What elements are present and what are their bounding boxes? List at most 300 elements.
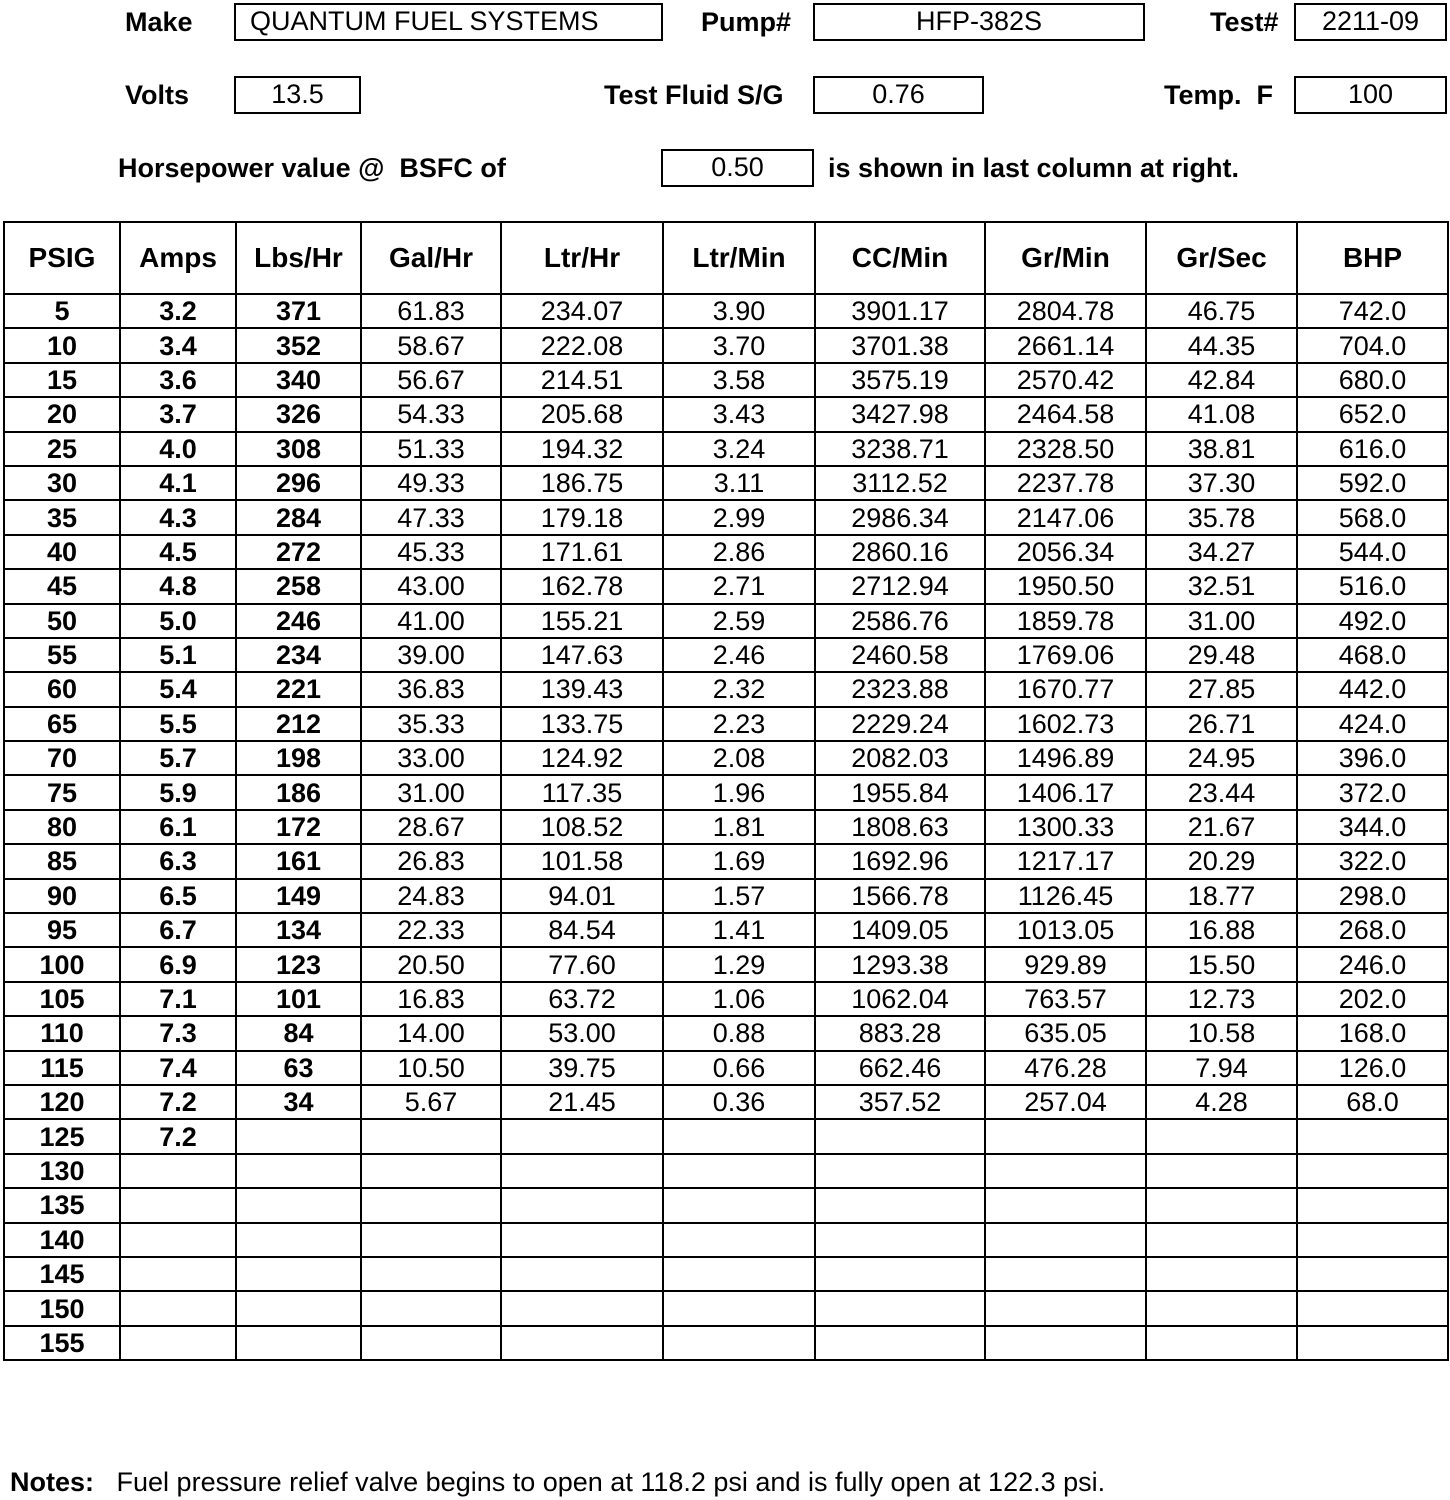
- cell-lbs-hr: 234: [236, 638, 361, 672]
- cell-gr-sec: 41.08: [1146, 397, 1297, 431]
- cell-cc-min: 1566.78: [815, 879, 985, 913]
- make-field[interactable]: QUANTUM FUEL SYSTEMS: [234, 3, 663, 41]
- cell-gr-sec: 29.48: [1146, 638, 1297, 672]
- table-row: [4, 397, 1448, 431]
- cell-ltr-min: 2.23: [663, 707, 815, 741]
- cell-ltr-min: 3.11: [663, 466, 815, 500]
- cell-psig: 115: [4, 1051, 120, 1085]
- cell-gr-sec: 24.95: [1146, 741, 1297, 775]
- cell-bhp: 492.0: [1297, 604, 1448, 638]
- cell-bhp: 268.0: [1297, 913, 1448, 947]
- cell-ltr-hr: 39.75: [501, 1051, 663, 1085]
- cell-ltr-min: [663, 1326, 815, 1360]
- cell-psig: 140: [4, 1223, 120, 1257]
- cell-cc-min: 1955.84: [815, 775, 985, 809]
- cell-ltr-hr: 117.35: [501, 775, 663, 809]
- cell-bhp: 298.0: [1297, 879, 1448, 913]
- cell-cc-min: 1692.96: [815, 844, 985, 878]
- cell-cc-min: 3112.52: [815, 466, 985, 500]
- cell-ltr-min: 1.96: [663, 775, 815, 809]
- notes: [10, 1464, 1105, 1500]
- cell-amps: [120, 1154, 236, 1188]
- cell-cc-min: 2323.88: [815, 672, 985, 706]
- cell-amps: 3.2: [120, 294, 236, 328]
- cell-amps: 7.1: [120, 982, 236, 1016]
- cell-ltr-min: 2.86: [663, 535, 815, 569]
- cell-bhp: 396.0: [1297, 741, 1448, 775]
- cell-bhp: 468.0: [1297, 638, 1448, 672]
- cell-gr-sec: 12.73: [1146, 982, 1297, 1016]
- cell-cc-min: 3701.38: [815, 328, 985, 362]
- cell-lbs-hr: 371: [236, 294, 361, 328]
- cell-lbs-hr: [236, 1154, 361, 1188]
- cell-psig: 15: [4, 363, 120, 397]
- cell-cc-min: 1293.38: [815, 947, 985, 981]
- cell-cc-min: 2229.24: [815, 707, 985, 741]
- cell-cc-min: [815, 1188, 985, 1222]
- cell-gr-min: 2147.06: [985, 500, 1146, 534]
- cell-gal-hr: 36.83: [361, 672, 501, 706]
- volts-field[interactable]: 13.5: [234, 76, 361, 114]
- column-header-amps: Amps: [120, 222, 236, 294]
- cell-amps: 5.0: [120, 604, 236, 638]
- cell-ltr-min: 2.08: [663, 741, 815, 775]
- cell-lbs-hr: 149: [236, 879, 361, 913]
- cell-bhp: 344.0: [1297, 810, 1448, 844]
- cell-gr-min: [985, 1257, 1146, 1291]
- cell-gal-hr: 26.83: [361, 844, 501, 878]
- cell-lbs-hr: [236, 1291, 361, 1325]
- cell-ltr-min: 1.69: [663, 844, 815, 878]
- column-header-psig: PSIG: [4, 222, 120, 294]
- cell-gal-hr: 28.67: [361, 810, 501, 844]
- cell-ltr-min: 0.36: [663, 1085, 815, 1119]
- table-row: [4, 1085, 1448, 1119]
- cell-gr-min: 476.28: [985, 1051, 1146, 1085]
- cell-lbs-hr: 172: [236, 810, 361, 844]
- cell-gr-min: 1602.73: [985, 707, 1146, 741]
- cell-amps: 4.1: [120, 466, 236, 500]
- table-row: [4, 466, 1448, 500]
- cell-amps: 5.9: [120, 775, 236, 809]
- table-row: [4, 810, 1448, 844]
- bsfc-label: Horsepower value @ BSFC of: [118, 153, 506, 183]
- cell-gr-min: [985, 1154, 1146, 1188]
- volts-label: Volts: [125, 80, 190, 110]
- cell-ltr-hr: 162.78: [501, 569, 663, 603]
- cell-bhp: 742.0: [1297, 294, 1448, 328]
- cell-amps: 6.1: [120, 810, 236, 844]
- cell-cc-min: [815, 1119, 985, 1153]
- cell-amps: [120, 1291, 236, 1325]
- cell-bhp: 372.0: [1297, 775, 1448, 809]
- column-header-lbs-hr: Lbs/Hr: [236, 222, 361, 294]
- cell-gr-min: [985, 1119, 1146, 1153]
- cell-bhp: 322.0: [1297, 844, 1448, 878]
- cell-ltr-hr: [501, 1291, 663, 1325]
- cell-ltr-min: [663, 1223, 815, 1257]
- cell-lbs-hr: [236, 1188, 361, 1222]
- cell-gr-min: [985, 1188, 1146, 1222]
- cell-psig: 155: [4, 1326, 120, 1360]
- cell-gal-hr: 56.67: [361, 363, 501, 397]
- table-row: [4, 294, 1448, 328]
- cell-gr-min: 257.04: [985, 1085, 1146, 1119]
- cell-ltr-hr: 186.75: [501, 466, 663, 500]
- cell-cc-min: 662.46: [815, 1051, 985, 1085]
- cell-gr-sec: 27.85: [1146, 672, 1297, 706]
- cell-gr-min: 1859.78: [985, 604, 1146, 638]
- cell-bhp: 704.0: [1297, 328, 1448, 362]
- cell-gr-sec: [1146, 1257, 1297, 1291]
- cell-gr-sec: [1146, 1291, 1297, 1325]
- cell-amps: 4.5: [120, 535, 236, 569]
- cell-ltr-min: 1.29: [663, 947, 815, 981]
- cell-gr-min: 929.89: [985, 947, 1146, 981]
- cell-psig: 75: [4, 775, 120, 809]
- table-row: [4, 1257, 1448, 1291]
- cell-gal-hr: [361, 1291, 501, 1325]
- cell-cc-min: 2712.94: [815, 569, 985, 603]
- cell-gal-hr: 51.33: [361, 432, 501, 466]
- cell-lbs-hr: 212: [236, 707, 361, 741]
- cell-gr-sec: 10.58: [1146, 1016, 1297, 1050]
- table-row: [4, 535, 1448, 569]
- cell-bhp: 126.0: [1297, 1051, 1448, 1085]
- cell-bhp: 168.0: [1297, 1016, 1448, 1050]
- cell-psig: 100: [4, 947, 120, 981]
- cell-ltr-min: [663, 1291, 815, 1325]
- cell-ltr-min: 1.57: [663, 879, 815, 913]
- cell-gr-sec: [1146, 1223, 1297, 1257]
- cell-gr-min: 635.05: [985, 1016, 1146, 1050]
- cell-gr-sec: 34.27: [1146, 535, 1297, 569]
- cell-ltr-min: 1.06: [663, 982, 815, 1016]
- cell-lbs-hr: 326: [236, 397, 361, 431]
- cell-gal-hr: 39.00: [361, 638, 501, 672]
- table-row: [4, 707, 1448, 741]
- cell-cc-min: 1409.05: [815, 913, 985, 947]
- table-row: [4, 741, 1448, 775]
- cell-psig: 105: [4, 982, 120, 1016]
- cell-psig: 145: [4, 1257, 120, 1291]
- cell-gr-sec: 23.44: [1146, 775, 1297, 809]
- cell-gr-sec: [1146, 1119, 1297, 1153]
- cell-ltr-min: 0.88: [663, 1016, 815, 1050]
- cell-gal-hr: 22.33: [361, 913, 501, 947]
- cell-cc-min: 883.28: [815, 1016, 985, 1050]
- cell-psig: 45: [4, 569, 120, 603]
- cell-gal-hr: [361, 1154, 501, 1188]
- cell-cc-min: 2986.34: [815, 500, 985, 534]
- cell-gr-min: 1406.17: [985, 775, 1146, 809]
- cell-bhp: [1297, 1291, 1448, 1325]
- cell-amps: 7.2: [120, 1119, 236, 1153]
- cell-ltr-min: 3.24: [663, 432, 815, 466]
- cell-gr-sec: 46.75: [1146, 294, 1297, 328]
- cell-gal-hr: [361, 1188, 501, 1222]
- cell-amps: [120, 1188, 236, 1222]
- cell-psig: 125: [4, 1119, 120, 1153]
- header-row: [4, 222, 1448, 294]
- cell-gr-min: 763.57: [985, 982, 1146, 1016]
- cell-amps: 5.4: [120, 672, 236, 706]
- cell-psig: 65: [4, 707, 120, 741]
- cell-bhp: 652.0: [1297, 397, 1448, 431]
- cell-gal-hr: 16.83: [361, 982, 501, 1016]
- cell-amps: 3.7: [120, 397, 236, 431]
- column-header-gr-min: Gr/Min: [985, 222, 1146, 294]
- cell-cc-min: 2586.76: [815, 604, 985, 638]
- cell-gal-hr: 58.67: [361, 328, 501, 362]
- make-label: Make: [125, 7, 193, 37]
- cell-gr-sec: 35.78: [1146, 500, 1297, 534]
- table-row: [4, 363, 1448, 397]
- cell-bhp: [1297, 1154, 1448, 1188]
- cell-gal-hr: 61.83: [361, 294, 501, 328]
- cell-lbs-hr: 258: [236, 569, 361, 603]
- table-row: [4, 1119, 1448, 1153]
- cell-bhp: 616.0: [1297, 432, 1448, 466]
- cell-bhp: [1297, 1257, 1448, 1291]
- cell-ltr-min: [663, 1188, 815, 1222]
- cell-bhp: [1297, 1188, 1448, 1222]
- cell-lbs-hr: 198: [236, 741, 361, 775]
- cell-bhp: 442.0: [1297, 672, 1448, 706]
- cell-cc-min: [815, 1291, 985, 1325]
- table-row: [4, 672, 1448, 706]
- cell-ltr-min: 1.81: [663, 810, 815, 844]
- cell-psig: 20: [4, 397, 120, 431]
- cell-bhp: 592.0: [1297, 466, 1448, 500]
- cell-ltr-hr: 124.92: [501, 741, 663, 775]
- cell-ltr-min: [663, 1119, 815, 1153]
- column-header-ltr-hr: Ltr/Hr: [501, 222, 663, 294]
- cell-ltr-hr: 84.54: [501, 913, 663, 947]
- cell-psig: 120: [4, 1085, 120, 1119]
- cell-amps: 3.6: [120, 363, 236, 397]
- cell-psig: 40: [4, 535, 120, 569]
- cell-amps: 5.5: [120, 707, 236, 741]
- cell-ltr-hr: 194.32: [501, 432, 663, 466]
- cell-psig: 150: [4, 1291, 120, 1325]
- cell-ltr-hr: [501, 1119, 663, 1153]
- cell-lbs-hr: 284: [236, 500, 361, 534]
- cell-ltr-min: 0.66: [663, 1051, 815, 1085]
- cell-psig: 35: [4, 500, 120, 534]
- cell-gr-sec: 37.30: [1146, 466, 1297, 500]
- cell-gr-min: 1217.17: [985, 844, 1146, 878]
- cell-gr-min: [985, 1223, 1146, 1257]
- cell-lbs-hr: 340: [236, 363, 361, 397]
- cell-ltr-min: 2.71: [663, 569, 815, 603]
- test-label: Test#: [1210, 7, 1279, 37]
- table-row: [4, 1154, 1448, 1188]
- cell-gal-hr: 47.33: [361, 500, 501, 534]
- cell-gal-hr: 41.00: [361, 604, 501, 638]
- cell-gr-sec: 21.67: [1146, 810, 1297, 844]
- cell-amps: 4.3: [120, 500, 236, 534]
- cell-amps: [120, 1257, 236, 1291]
- cell-gal-hr: [361, 1257, 501, 1291]
- cell-gal-hr: 43.00: [361, 569, 501, 603]
- cell-bhp: 202.0: [1297, 982, 1448, 1016]
- cell-ltr-hr: [501, 1188, 663, 1222]
- cell-ltr-min: 1.41: [663, 913, 815, 947]
- cell-psig: 60: [4, 672, 120, 706]
- cell-amps: 3.4: [120, 328, 236, 362]
- cell-psig: 135: [4, 1188, 120, 1222]
- cell-lbs-hr: 308: [236, 432, 361, 466]
- cell-ltr-hr: 108.52: [501, 810, 663, 844]
- cell-lbs-hr: 161: [236, 844, 361, 878]
- cell-lbs-hr: 101: [236, 982, 361, 1016]
- table-body: [4, 294, 1448, 1360]
- cell-amps: 5.1: [120, 638, 236, 672]
- cell-gr-sec: 15.50: [1146, 947, 1297, 981]
- cell-amps: 6.9: [120, 947, 236, 981]
- cell-ltr-hr: 222.08: [501, 328, 663, 362]
- column-header-gr-sec: Gr/Sec: [1146, 222, 1297, 294]
- cell-ltr-hr: 205.68: [501, 397, 663, 431]
- cell-lbs-hr: 221: [236, 672, 361, 706]
- cell-cc-min: 2860.16: [815, 535, 985, 569]
- cell-amps: 6.7: [120, 913, 236, 947]
- cell-lbs-hr: 352: [236, 328, 361, 362]
- column-header-bhp: BHP: [1297, 222, 1448, 294]
- cell-lbs-hr: 63: [236, 1051, 361, 1085]
- table-row: [4, 1051, 1448, 1085]
- cell-amps: 7.3: [120, 1016, 236, 1050]
- notes-text: Fuel pressure relief valve begins to open at 118.2 psi and is fully open at 122.3 psi.: [116, 1467, 1106, 1497]
- table-row: [4, 500, 1448, 534]
- table-row: [4, 775, 1448, 809]
- cell-psig: 10: [4, 328, 120, 362]
- cell-amps: 6.5: [120, 879, 236, 913]
- cell-gr-sec: 38.81: [1146, 432, 1297, 466]
- cell-ltr-hr: [501, 1257, 663, 1291]
- cell-ltr-hr: 101.58: [501, 844, 663, 878]
- cell-cc-min: 2082.03: [815, 741, 985, 775]
- cell-gal-hr: 54.33: [361, 397, 501, 431]
- cell-ltr-hr: 63.72: [501, 982, 663, 1016]
- cell-gr-min: 2661.14: [985, 328, 1146, 362]
- cell-amps: 5.7: [120, 741, 236, 775]
- cell-lbs-hr: [236, 1257, 361, 1291]
- table-row: [4, 913, 1448, 947]
- cell-gr-min: [985, 1326, 1146, 1360]
- cell-cc-min: 3427.98: [815, 397, 985, 431]
- pump-field[interactable]: HFP-382S: [813, 3, 1145, 41]
- cell-amps: 7.4: [120, 1051, 236, 1085]
- cell-lbs-hr: 272: [236, 535, 361, 569]
- cell-ltr-min: 3.58: [663, 363, 815, 397]
- cell-gal-hr: 31.00: [361, 775, 501, 809]
- cell-lbs-hr: 84: [236, 1016, 361, 1050]
- cell-lbs-hr: 134: [236, 913, 361, 947]
- cell-gal-hr: [361, 1326, 501, 1360]
- column-header-gal-hr: Gal/Hr: [361, 222, 501, 294]
- cell-cc-min: 3901.17: [815, 294, 985, 328]
- cell-gr-min: 1496.89: [985, 741, 1146, 775]
- cell-cc-min: [815, 1223, 985, 1257]
- cell-gr-sec: 20.29: [1146, 844, 1297, 878]
- cell-gr-min: 1950.50: [985, 569, 1146, 603]
- cell-gal-hr: 35.33: [361, 707, 501, 741]
- table-header: [4, 222, 1448, 294]
- cell-gr-sec: [1146, 1188, 1297, 1222]
- cell-bhp: [1297, 1223, 1448, 1257]
- test-field[interactable]: 2211-09: [1294, 3, 1447, 41]
- cell-ltr-min: [663, 1154, 815, 1188]
- cell-gal-hr: 49.33: [361, 466, 501, 500]
- cell-ltr-hr: 77.60: [501, 947, 663, 981]
- table-row: [4, 1291, 1448, 1325]
- column-header-cc-min: CC/Min: [815, 222, 985, 294]
- cell-cc-min: [815, 1154, 985, 1188]
- flow-data-table: [3, 221, 1449, 1361]
- cell-cc-min: [815, 1257, 985, 1291]
- cell-gal-hr: 33.00: [361, 741, 501, 775]
- cell-ltr-min: 3.90: [663, 294, 815, 328]
- cell-cc-min: 3238.71: [815, 432, 985, 466]
- cell-gr-min: [985, 1291, 1146, 1325]
- cell-ltr-min: [663, 1257, 815, 1291]
- cell-ltr-hr: 179.18: [501, 500, 663, 534]
- cell-psig: 85: [4, 844, 120, 878]
- cell-lbs-hr: [236, 1326, 361, 1360]
- cell-bhp: 246.0: [1297, 947, 1448, 981]
- cell-gal-hr: 20.50: [361, 947, 501, 981]
- cell-ltr-min: 2.59: [663, 604, 815, 638]
- bsfc-field[interactable]: 0.50: [661, 149, 814, 187]
- cell-ltr-hr: 139.43: [501, 672, 663, 706]
- cell-gr-sec: 31.00: [1146, 604, 1297, 638]
- cell-psig: 90: [4, 879, 120, 913]
- cell-gal-hr: 24.83: [361, 879, 501, 913]
- cell-gr-sec: 26.71: [1146, 707, 1297, 741]
- cell-bhp: 516.0: [1297, 569, 1448, 603]
- temp-field[interactable]: 100: [1294, 76, 1447, 114]
- cell-bhp: 424.0: [1297, 707, 1448, 741]
- cell-amps: 7.2: [120, 1085, 236, 1119]
- table-row: [4, 328, 1448, 362]
- column-header-ltr-min: Ltr/Min: [663, 222, 815, 294]
- cell-amps: [120, 1326, 236, 1360]
- cell-lbs-hr: 123: [236, 947, 361, 981]
- cell-bhp: [1297, 1119, 1448, 1153]
- table-row: [4, 947, 1448, 981]
- cell-gr-min: 2464.58: [985, 397, 1146, 431]
- cell-ltr-min: 3.70: [663, 328, 815, 362]
- cell-gr-min: 2237.78: [985, 466, 1146, 500]
- cell-gr-sec: 18.77: [1146, 879, 1297, 913]
- cell-ltr-min: 3.43: [663, 397, 815, 431]
- cell-gal-hr: [361, 1223, 501, 1257]
- cell-gal-hr: [361, 1119, 501, 1153]
- bsfc-suffix: is shown in last column at right.: [828, 153, 1240, 183]
- cell-psig: 50: [4, 604, 120, 638]
- test-fluid-sg-field[interactable]: 0.76: [813, 76, 984, 114]
- cell-ltr-hr: 21.45: [501, 1085, 663, 1119]
- cell-gr-sec: 7.94: [1146, 1051, 1297, 1085]
- cell-gr-sec: 42.84: [1146, 363, 1297, 397]
- cell-ltr-hr: 155.21: [501, 604, 663, 638]
- cell-gr-min: 2570.42: [985, 363, 1146, 397]
- cell-gr-min: 2804.78: [985, 294, 1146, 328]
- table-row: [4, 569, 1448, 603]
- cell-ltr-hr: [501, 1154, 663, 1188]
